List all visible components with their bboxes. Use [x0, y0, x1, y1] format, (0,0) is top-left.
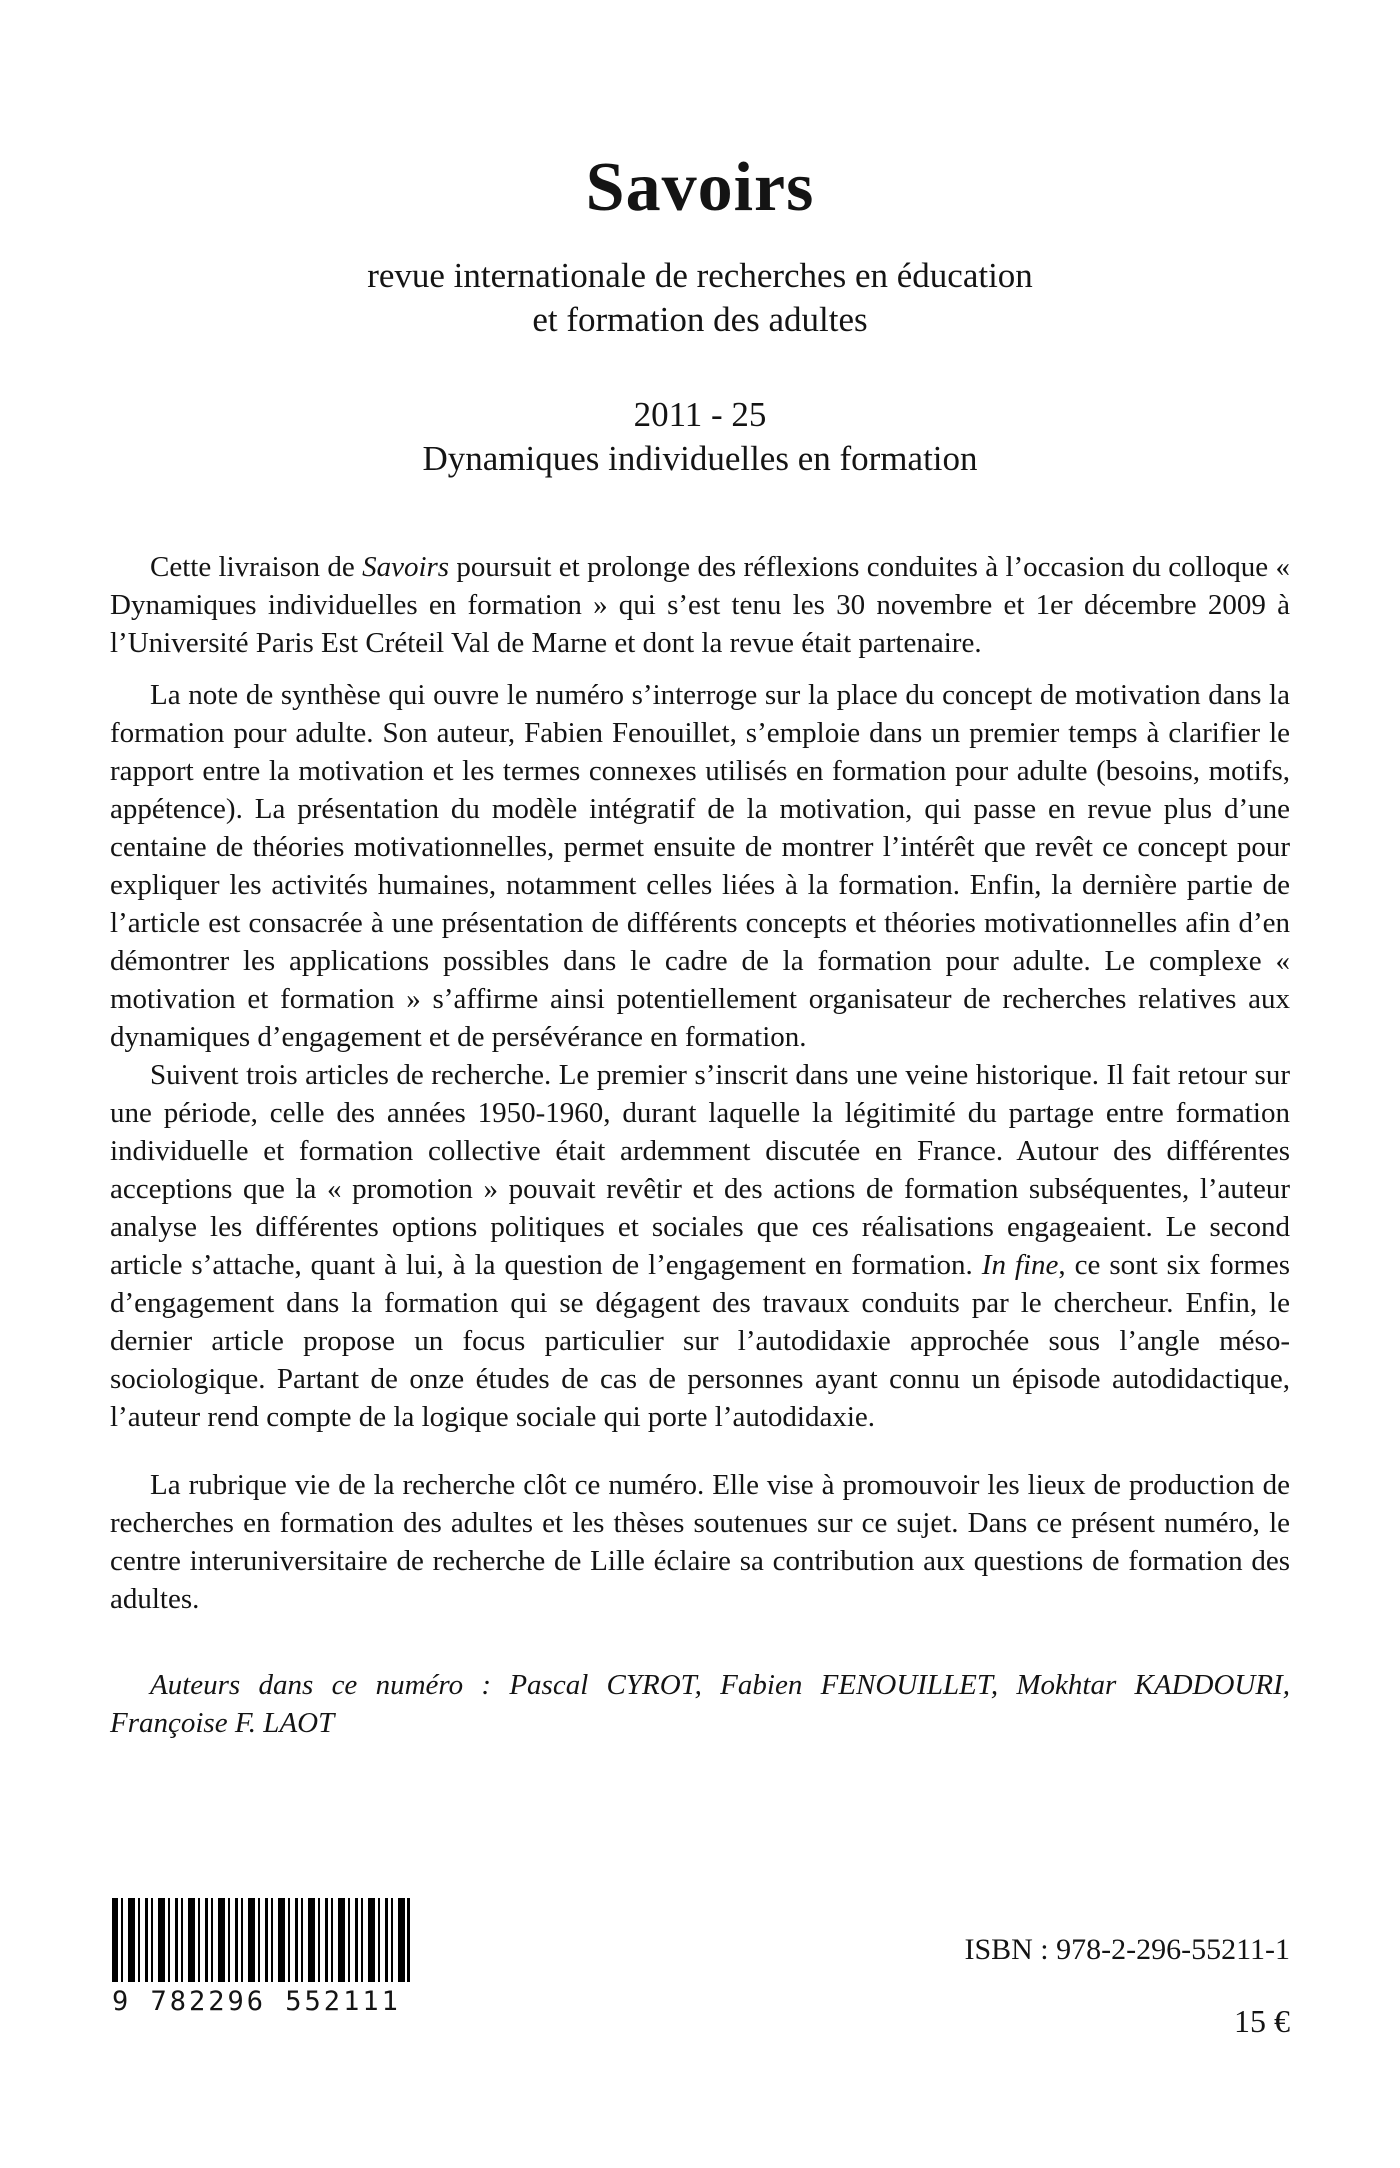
paragraph-intro-text-2: poursuit et prolonge des réflexions conduites à l’occasion du colloque « Dynamiques individuelles en formation » qui s’est tenu les 30 novembre et 1er décembre 2009 à l’Université Paris Est Créteil Val de Marne et dont la revue était partenaire.	[110, 551, 1291, 659]
publication-info	[964, 1932, 1290, 2040]
journal-subtitle	[0, 254, 1400, 342]
journal-subtitle-line2: et formation des adultes	[532, 300, 868, 339]
authors-line: Auteurs dans ce numéro : Pascal CYROT, Fabien FENOUILLET, Mokhtar KADDOURI, Françoise F. LAOT	[110, 1669, 1290, 1739]
issue-number: 2011 - 25	[633, 395, 767, 434]
paragraph-articles-text-2: , ce sont six formes d’engagement dans la formation qui se dégagent des travaux conduits par le chercheur. Enfin, le dernier article propose un focus particulier sur l’autodidaxie approchée sous l’angle méso-sociologique. Partant de onze études de cas de personnes ayant connu un épisode autodidactique, l’auteur rend compte de la logique sociale qui porte l’autodidaxie.	[110, 1249, 1290, 1433]
footer	[112, 1898, 1290, 2040]
journal-name-italic: Savoirs	[362, 551, 450, 583]
journal-subtitle-line1: revue internationale de recherches en éducation	[367, 256, 1033, 295]
paragraph-intro-text-1: Cette livraison de	[150, 551, 363, 583]
paragraph-articles-text-1: Suivent trois articles de recherche. Le premier s’inscrit dans une veine historique. Il fait retour sur une période, celle des années 1950-1960, durant laquelle la légitimité du partage entre formation individuelle et formation collective était ardemment discutée en France. Autour des différentes acceptions que la « promotion » pouvait revêtir et des actions de formation subséquentes, l’auteur analyse les différentes options politiques et sociales que ces réalisations engageaient. Le second article s’attache, quant à lui, à la question de l’engagement en formation.	[110, 1059, 1290, 1281]
isbn-text: ISBN : 978-2-296-55211-1	[964, 1933, 1290, 1966]
barcode	[112, 1898, 412, 2017]
back-cover-text	[110, 548, 1290, 1742]
paragraph-intro	[110, 548, 1290, 662]
in-fine-italic: In fine	[981, 1249, 1059, 1281]
issue-title: Dynamiques individuelles en formation	[422, 439, 978, 478]
price-text: 15 €	[1234, 2003, 1290, 2039]
paragraph-synthesis: La note de synthèse qui ouvre le numéro s’interroge sur la place du concept de motivation dans la formation pour adulte. Son auteur, Fabien Fenouillet, s’emploie dans un premier temps à clarifier le rapport entre la motivation et les termes connexes utilisés en formation pour adulte (besoins, motifs, appétence). La présentation du modèle intégratif de la motivation, qui passe en revue plus d’une centaine de théories motivationnelles, permet ensuite de montrer l’intérêt que revêt ce concept pour expliquer les activités humaines, notamment celles liées à la formation. Enfin, la dernière partie de l’article est consacrée à une présentation de différents concepts et théories motivationnelles afin d’en démontrer les applications possibles dans le cadre de la formation pour adulte. Le complexe « motivation et formation » s’affirme ainsi potentiellement organisateur de recherches relatives aux dynamiques d’engagement et de persévérance en formation.	[110, 679, 1290, 1053]
barcode-bars-graphic	[112, 1898, 410, 1982]
issue-block	[0, 394, 1400, 482]
journal-title: Savoirs	[585, 149, 815, 226]
paragraph-research-life: La rubrique vie de la recherche clôt ce numéro. Elle vise à promouvoir les lieux de production de recherches en formation des adultes et les thèses soutenues sur ce sujet. Dans ce présent numéro, le centre interuniversitaire de recherche de Lille éclaire sa contribution aux questions de formation des adultes.	[110, 1469, 1290, 1615]
paragraph-articles	[110, 1056, 1290, 1436]
masthead	[0, 0, 1400, 482]
barcode-digits: 9 782296 552111	[112, 1986, 401, 2017]
